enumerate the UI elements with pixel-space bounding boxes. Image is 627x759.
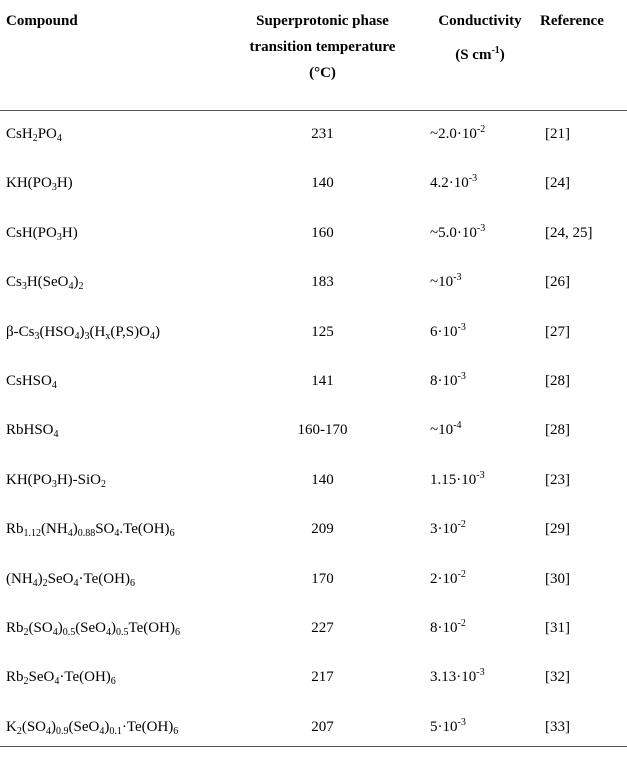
subscript: 3: [21, 281, 27, 292]
text-run: ): [79, 324, 85, 340]
cell-compound: [6, 123, 62, 145]
text-run: .Te(OH): [119, 521, 170, 537]
cell-conductivity: [430, 716, 466, 738]
cell-reference: [24, 25]: [545, 225, 593, 241]
text-run: (H: [89, 324, 106, 340]
text-run: CsH: [6, 126, 33, 142]
cell-conductivity: [430, 222, 485, 244]
cell-reference: [28]: [545, 422, 570, 438]
subscript: 2: [23, 627, 29, 638]
text-run: (SO: [28, 620, 53, 636]
cell-temperature: 160-170: [297, 422, 348, 438]
subscript: 2: [32, 133, 38, 144]
table-top-rule: [0, 110, 627, 111]
text-run: Cs: [6, 274, 22, 290]
cell-conductivity: [430, 518, 466, 540]
text-run: ·Te(OH): [78, 571, 130, 587]
header-compound: Compound: [6, 13, 78, 29]
text-run: ): [37, 571, 43, 587]
text-run: CsH(PO: [6, 225, 57, 241]
subscript: 4: [149, 331, 155, 342]
subscript: 0.1: [109, 726, 122, 737]
table-row: [0, 568, 627, 592]
cell-conductivity: [430, 419, 461, 441]
cell-conductivity: [430, 469, 485, 491]
text-run: Rb: [6, 620, 24, 636]
text-run: ~5.0·10: [430, 225, 477, 241]
cell-temperature: 209: [311, 521, 334, 537]
text-run: ): [111, 620, 117, 636]
subscript: 2: [16, 726, 22, 737]
text-run: Te(OH): [128, 620, 175, 636]
subscript: 3: [34, 331, 40, 342]
header-transition-temperature: [230, 8, 415, 86]
text-run: ): [51, 719, 57, 735]
text-run: ·Te(OH): [59, 669, 111, 685]
subscript: x: [105, 331, 111, 342]
header-temp-line2: transition temperature: [249, 39, 396, 55]
text-run: 8·10: [430, 620, 458, 636]
cell-reference: [28]: [545, 373, 570, 389]
cell-compound: [6, 271, 84, 293]
text-run: H)-SiO: [56, 472, 102, 488]
cell-compound: [6, 370, 57, 392]
table-row: [0, 271, 627, 295]
table-row: [0, 617, 627, 641]
subscript: 6: [129, 578, 135, 589]
cell-conductivity: [430, 666, 485, 688]
text-run: Rb: [6, 521, 24, 537]
subscript: 4: [46, 726, 52, 737]
cell-conductivity: [430, 370, 466, 392]
header-cond-unit-exp: -1: [491, 45, 500, 56]
subscript: 6: [174, 627, 180, 638]
subscript: 2: [23, 676, 29, 687]
subscript: 4: [114, 528, 120, 539]
text-run: ~2.0·10: [430, 126, 477, 142]
text-run: H(SeO: [26, 274, 69, 290]
cell-temperature: 207: [311, 719, 334, 735]
cell-compound: [6, 518, 175, 540]
superscript: -3: [457, 371, 466, 382]
subscript: 3: [56, 232, 62, 243]
cell-compound: [6, 716, 178, 738]
text-run: 5·10: [430, 719, 458, 735]
header-cond-unit-close: ): [499, 47, 505, 63]
subscript: 0.88: [77, 528, 96, 539]
header-reference: Reference: [540, 13, 604, 29]
subscript: 4: [99, 726, 105, 737]
cell-reference: [32]: [545, 669, 570, 685]
cell-temperature: 140: [311, 472, 334, 488]
cell-temperature: 140: [311, 175, 334, 191]
cell-reference: [30]: [545, 571, 570, 587]
text-run: 2·10: [430, 571, 458, 587]
cell-temperature: 227: [311, 620, 334, 636]
cell-conductivity: [430, 123, 485, 145]
header-temp-line1: Superprotonic phase: [256, 13, 389, 29]
superscript: -3: [453, 272, 462, 283]
superscript: -3: [476, 223, 486, 234]
cell-temperature: 170: [311, 571, 334, 587]
table-row: [0, 419, 627, 443]
cell-reference: [31]: [545, 620, 570, 636]
superscript: -3: [468, 173, 478, 184]
text-run: 8·10: [430, 373, 458, 389]
cell-conductivity: [430, 321, 466, 343]
text-run: ): [104, 719, 110, 735]
subscript: 6: [169, 528, 175, 539]
subscript: 4: [54, 676, 60, 687]
subscript: 4: [53, 429, 59, 440]
superscript: -3: [457, 322, 466, 333]
cell-conductivity: [430, 568, 466, 590]
subscript: 4: [106, 627, 112, 638]
cell-conductivity: [430, 172, 477, 194]
subscript: 2: [42, 578, 48, 589]
cell-reference: [27]: [545, 324, 570, 340]
table-row: [0, 123, 627, 147]
subscript: 4: [68, 281, 74, 292]
text-run: (HSO: [39, 324, 75, 340]
table-row: [0, 518, 627, 542]
text-run: (SO: [21, 719, 47, 735]
subscript: 3: [51, 182, 57, 193]
text-run: ~10: [430, 274, 454, 290]
cell-compound: [6, 469, 106, 491]
text-run: K: [6, 719, 17, 735]
header-cond-line2: [424, 42, 536, 68]
subscript: 4: [73, 578, 79, 589]
text-run: H): [61, 225, 78, 241]
text-run: 3.13·10: [430, 669, 477, 685]
superscript: -2: [457, 569, 466, 580]
cell-reference: [26]: [545, 274, 570, 290]
cell-temperature: 125: [311, 324, 334, 340]
text-run: (SeO: [75, 620, 107, 636]
subscript: 1.12: [23, 528, 42, 539]
table-row: [0, 666, 627, 690]
cell-reference: [33]: [545, 719, 570, 735]
text-run: ·Te(OH): [121, 719, 174, 735]
cell-compound: [6, 666, 116, 688]
subscript: 2: [78, 281, 84, 292]
text-run: ~10: [430, 422, 454, 438]
superscript: -3: [457, 717, 466, 728]
header-temp-line3: (°C): [309, 65, 336, 81]
text-run: SeO: [47, 571, 74, 587]
text-run: PO: [37, 126, 57, 142]
subscript: 3: [51, 479, 57, 490]
subscript: 0.5: [116, 627, 129, 638]
superscript: -3: [476, 470, 485, 481]
table-bottom-rule: [0, 746, 627, 747]
cell-compound: [6, 617, 180, 639]
subscript: 4: [32, 578, 38, 589]
cell-temperature: 141: [311, 373, 334, 389]
text-run: RbHSO: [6, 422, 54, 438]
text-run: ): [72, 521, 78, 537]
table-row: [0, 370, 627, 394]
subscript: 6: [173, 726, 179, 737]
text-run: (P,S)O: [110, 324, 150, 340]
subscript: 4: [56, 133, 62, 144]
cell-temperature: 231: [311, 126, 334, 142]
text-run: ): [57, 620, 63, 636]
text-run: ): [154, 324, 160, 340]
header-cond-unit: (S cm: [455, 47, 492, 63]
superscript: -4: [453, 420, 462, 431]
subscript: 4: [74, 331, 80, 342]
header-cond-line1: Conductivity: [438, 13, 522, 29]
cell-compound: [6, 419, 59, 441]
text-run: (NH: [41, 521, 68, 537]
subscript: 4: [67, 528, 73, 539]
subscript: 6: [110, 676, 116, 687]
text-run: 6·10: [430, 324, 458, 340]
table-row: [0, 716, 627, 740]
cell-temperature: 217: [311, 669, 334, 685]
text-run: SO: [95, 521, 115, 537]
text-run: ): [73, 274, 79, 290]
subscript: 0.9: [56, 726, 69, 737]
cell-reference: [24]: [545, 175, 570, 191]
cell-compound: [6, 321, 160, 343]
subscript: 3: [84, 331, 90, 342]
cell-reference: [23]: [545, 472, 570, 488]
subscript: 2: [101, 479, 107, 490]
superscript: -3: [476, 667, 485, 678]
text-run: Rb: [6, 669, 24, 685]
table-row: [0, 222, 627, 246]
subscript: 4: [51, 380, 57, 391]
text-run: H): [56, 175, 73, 191]
cell-reference: [21]: [545, 126, 570, 142]
superscript: -2: [457, 519, 466, 530]
table-row: [0, 321, 627, 345]
cell-compound: [6, 222, 78, 244]
cell-temperature: 183: [311, 274, 334, 290]
cell-conductivity: [430, 617, 466, 639]
table-row: [0, 172, 627, 196]
text-run: (SeO: [68, 719, 100, 735]
cell-conductivity: [430, 271, 461, 293]
text-run: 1.15·10: [430, 472, 477, 488]
superscript: -2: [476, 124, 486, 135]
text-run: 3·10: [430, 521, 458, 537]
text-run: 4.2·10: [430, 175, 469, 191]
subscript: 4: [52, 627, 58, 638]
text-run: KH(PO: [6, 472, 52, 488]
table-row: [0, 469, 627, 493]
cell-temperature: 160: [311, 225, 334, 241]
subscript: 0.5: [62, 627, 76, 638]
text-run: (NH: [6, 571, 33, 587]
text-run: CsHSO: [6, 373, 52, 389]
cell-compound: [6, 568, 135, 590]
text-run: KH(PO: [6, 175, 52, 191]
cell-compound: [6, 172, 73, 194]
header-conductivity: [424, 8, 536, 68]
cell-reference: [29]: [545, 521, 570, 537]
superscript: -2: [457, 618, 466, 629]
text-run: SeO: [28, 669, 55, 685]
text-run: β-Cs: [6, 324, 35, 340]
